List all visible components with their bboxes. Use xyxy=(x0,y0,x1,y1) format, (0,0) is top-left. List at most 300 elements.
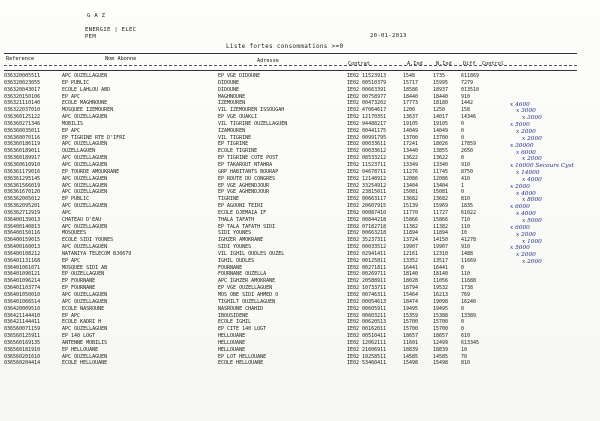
cell-abonne: APC OUZELLAGUEN xyxy=(62,141,108,148)
cell-aind: 15359 xyxy=(403,312,419,319)
cell-nind: 13517 xyxy=(433,257,449,264)
cell-reference: 036560201610 xyxy=(4,353,41,360)
cell-reference: 036322037010 xyxy=(4,107,41,114)
cell-contrat: IE02 10258511 xyxy=(347,353,387,360)
division-sub: PEM xyxy=(85,34,97,40)
cell-nind: 11745 xyxy=(433,168,449,175)
cell-abonne: APC OUZELLAGUEN xyxy=(62,326,108,333)
cell-adresse: HELLOUANE xyxy=(218,339,246,346)
handwritten-note: x 6000 xyxy=(516,149,536,156)
cell-diff: 7279 xyxy=(461,79,474,86)
cell-aind: 13440 xyxy=(403,148,419,155)
cell-diff: 0 xyxy=(461,155,465,162)
cell-reference: 036320150106 xyxy=(4,93,41,100)
cell-adresse: IGHZER AMOKRANE xyxy=(218,237,264,244)
handwritten-note: x 14000 xyxy=(516,170,540,177)
division-name: ENERGIE | ELEC xyxy=(85,27,137,33)
cell-diff: 158 xyxy=(461,107,471,114)
cell-aind: 18440 xyxy=(403,93,419,100)
cell-adresse: EP LOT HELLOUANE xyxy=(218,353,267,360)
cell-adresse: VIL IGHIL OUDLES OUZEL xyxy=(218,250,285,257)
cell-abonne: EP 140 LOGT xyxy=(62,333,96,340)
cell-contrat: IE02 00125811 xyxy=(347,257,387,264)
cell-abonne: ECOLE MAGHNOUNE xyxy=(62,100,108,107)
cell-aind: 15464 xyxy=(403,292,419,298)
cell-adresse: IGHIL OUDLES xyxy=(218,257,255,264)
cell-aind: 13404 xyxy=(403,182,419,189)
cell-contrat: IE02 00844218 xyxy=(347,216,387,223)
cell-adresse: ECOLE DJEMAIA IF xyxy=(218,209,267,216)
cell-diff: 910 xyxy=(461,161,471,168)
cell-reference: 036360189917 xyxy=(4,155,41,162)
cell-aind: 17241 xyxy=(403,141,419,148)
cell-reference: 036400159015 xyxy=(4,237,41,244)
cell-nind: 11894 xyxy=(433,230,449,237)
cell-abonne: EP APC xyxy=(62,127,81,134)
cell-diff: 2650 xyxy=(461,148,474,155)
cell-reference: 036401096214 xyxy=(4,278,41,285)
cell-aind: 15498 xyxy=(403,360,419,367)
cell-aind: 15139 xyxy=(403,203,419,210)
handwritten-note: x 4000 xyxy=(516,211,536,218)
cell-diff: 611869 xyxy=(461,73,480,79)
cell-adresse: DIDOUNE xyxy=(218,79,240,86)
cell-adresse: HELLOUANE xyxy=(218,346,246,353)
cell-diff: 1442 xyxy=(461,100,474,107)
col-header-nind: N.Ind xyxy=(436,61,452,67)
cell-nind: 18839 xyxy=(433,346,449,353)
cell-nind: 18440 xyxy=(433,93,449,100)
cell-abonne: APC OUZELLAGUEN xyxy=(62,175,108,182)
cell-reference: 036360186119 xyxy=(4,141,41,148)
cell-diff: 14346 xyxy=(461,114,477,121)
cell-adresse: IZAMOUREN xyxy=(218,127,246,134)
cell-reference: 036400160013 xyxy=(4,244,41,251)
cell-nind: 19105 xyxy=(433,120,449,127)
cell-nind: 18180 xyxy=(433,100,449,107)
cell-contrat: IE02 00510379 xyxy=(347,79,387,86)
cell-reference: 036360035011 xyxy=(4,127,41,134)
cell-aind: 16441 xyxy=(403,264,419,271)
cell-contrat: IE02 00758977 xyxy=(347,93,387,100)
cell-adresse: THALA TAFATH xyxy=(218,216,255,223)
cell-nind: 19098 xyxy=(433,298,449,305)
cell-aind: 15717 xyxy=(403,79,419,86)
cell-nind: 19532 xyxy=(433,285,449,292)
report-title: Liste fortes consommations >=0 xyxy=(226,43,344,50)
cell-contrat: IE02 02941411 xyxy=(347,250,387,257)
cell-aind: 11770 xyxy=(403,209,419,216)
cell-adresse: EP VGE DIDOUNE xyxy=(218,73,261,79)
cell-abonne: MOSQUEE SIDI AB xyxy=(62,264,108,271)
cell-adresse: IBOUSIDENE xyxy=(218,312,249,319)
cell-diff: 110 xyxy=(461,223,471,230)
handwritten-note: x 5000 xyxy=(522,218,542,224)
cell-adresse: APC IGHZER AMOKRANE xyxy=(218,278,276,285)
cell-adresse: ECOLE IGHIL xyxy=(218,319,252,326)
cell-reference: 036400140813 xyxy=(4,223,41,230)
cell-reference: 036560071159 xyxy=(4,326,41,333)
column-abonne xyxy=(62,73,187,367)
cell-abonne: EP OUZELLAGUEN xyxy=(62,271,105,278)
cell-abonne: EP APC xyxy=(62,312,81,319)
cell-adresse: MAGHNOUNE xyxy=(218,93,246,100)
cell-adresse: HELLOUANE xyxy=(218,333,246,340)
cell-contrat: IE02 20607915 xyxy=(347,203,387,210)
cell-contrat: IE02 33254912 xyxy=(347,182,387,189)
cell-reference: 036362005012 xyxy=(4,196,41,203)
cell-diff: 613345 xyxy=(461,339,480,346)
cell-abonne: CHATEAU D'EAU xyxy=(62,216,102,223)
cell-contrat: IE02 47064617 xyxy=(347,107,387,114)
handwritten-note: x 2000 xyxy=(522,259,542,266)
cell-abonne: APC OUZELLAGUEN xyxy=(62,189,108,196)
cell-abonne: APC OUZELLAGUEN xyxy=(62,161,108,168)
cell-nind: 15700 xyxy=(433,326,449,333)
cell-abonne: EP FOURNANE xyxy=(62,285,96,292)
cell-diff: 0 xyxy=(461,127,465,134)
cell-diff: 13389 xyxy=(461,312,477,319)
column-contrat xyxy=(347,73,403,367)
cell-nind: 12499 xyxy=(433,339,449,346)
cell-nind: 12086 xyxy=(433,175,449,182)
header-bottom-rule xyxy=(4,70,577,71)
cell-contrat: IE02 00605911 xyxy=(347,305,387,312)
handwritten-note: x 2000 xyxy=(522,135,542,142)
cell-adresse: EP VGE OUAKLI xyxy=(218,114,258,121)
cell-reference: 036560181910 xyxy=(4,346,41,353)
cell-contrat: IE02 12062111 xyxy=(347,339,387,346)
cell-adresse: TIGHILT OUZELLAGUEN xyxy=(218,298,276,305)
cell-diff: 11688 xyxy=(461,278,477,285)
cell-reference: 036421144410 xyxy=(4,312,41,319)
cell-abonne: EP APC xyxy=(62,257,81,264)
cell-nind: 15969 xyxy=(433,203,449,210)
cell-diff: 013510 xyxy=(461,86,480,93)
column-adresse xyxy=(218,73,348,367)
col-header-reference: Reference xyxy=(6,56,35,62)
cell-aind: 13637 xyxy=(403,114,419,121)
column-aind xyxy=(403,73,435,367)
cell-nind: 13622 xyxy=(433,155,449,162)
cell-reference: 036360189011 xyxy=(4,148,41,155)
cell-diff: 610 xyxy=(461,333,471,340)
cell-nind: 11382 xyxy=(433,223,449,230)
cell-nind: 13855 xyxy=(433,148,449,155)
cell-aind: 15866 xyxy=(403,216,419,223)
cell-abonne: APC OUZELLAGUEN xyxy=(62,182,108,189)
cell-nind: 11727 xyxy=(433,209,449,216)
cell-adresse: VIL IZEMOUREN ISSOUGAH xyxy=(218,107,285,114)
cell-aind: 15081 xyxy=(403,189,419,196)
cell-adresse: SIDI YOUNES xyxy=(218,230,252,237)
cell-contrat: IE02 00087410 xyxy=(347,209,387,216)
cell-abonne: APC OUZELLAGUEN xyxy=(62,203,108,210)
handwritten-note: x 2000 xyxy=(522,156,542,163)
cell-reference: 036361670120 xyxy=(4,189,41,196)
cell-abonne: EP TIGRINE RTE D'IFRI xyxy=(62,134,126,141)
cell-diff: 410 xyxy=(461,175,471,182)
cell-nind: 15995 xyxy=(433,79,449,86)
cell-abonne: ECOLE HELLOUANE xyxy=(62,360,108,367)
cell-reference: 036401090121 xyxy=(4,271,41,278)
cell-nind: 18140 xyxy=(433,271,449,278)
cell-contrat: IE02 11523913 xyxy=(347,73,387,79)
cell-adresse: EP AGOUNI TEIRI xyxy=(218,203,264,210)
cell-adresse: TIGRINE xyxy=(218,196,240,203)
cell-reference: 036401131168 xyxy=(4,257,41,264)
cell-aind: 11894 xyxy=(403,230,419,237)
cell-aind: 19907 xyxy=(403,244,419,251)
cell-nind: 19495 xyxy=(433,305,449,312)
cell-aind: 18586 xyxy=(403,86,419,93)
cell-aind: 18839 xyxy=(403,346,419,353)
cell-diff: 11669 xyxy=(461,257,477,264)
cell-aind: 18140 xyxy=(403,271,419,278)
cell-adresse: VIL TIGRINE xyxy=(218,134,252,141)
handwritten-note: x 5000 xyxy=(510,122,530,129)
cell-reference: 036360070116 xyxy=(4,134,41,141)
cell-diff: 769 xyxy=(461,292,471,298)
cell-reference: 036401061071 xyxy=(4,264,41,271)
cell-adresse: ECOLE HELLOUANE xyxy=(218,360,264,367)
cell-abonne: EP FOURNANE xyxy=(62,278,96,285)
handwritten-note: x 1000 xyxy=(522,238,542,245)
cell-reference: 036420009510 xyxy=(4,305,41,312)
cell-diff: 0 xyxy=(461,264,465,271)
cell-abonne: MOSQUEE IZEMOUREN xyxy=(62,107,114,114)
cell-aind: 17773 xyxy=(403,100,419,107)
cell-adresse: MOS OBE SIDI AHMED O xyxy=(218,292,279,298)
cell-reference: 036560204414 xyxy=(4,360,41,367)
cell-contrat: IE02 12148912 xyxy=(347,175,387,182)
cell-contrat: IE02 12170351 xyxy=(347,114,387,121)
cell-contrat: IE02 00746311 xyxy=(347,292,387,298)
cell-adresse: NASROUNE CHAHID xyxy=(218,305,264,312)
cell-contrat: IE02 04678711 xyxy=(347,168,387,175)
cell-reference: 036400108212 xyxy=(4,250,41,257)
cell-contrat: IE02 00620513 xyxy=(347,319,387,326)
cell-contrat: IE02 00441175 xyxy=(347,127,387,134)
cell-abonne: APC OUZELLAGUEN xyxy=(62,223,108,230)
cell-adresse: EP CITE 140 LOGT xyxy=(218,326,267,333)
cell-abonne: OUZELLAGUEN xyxy=(62,148,96,155)
handwritten-note: x 16000 Secours Cyst xyxy=(510,163,574,170)
cell-diff: 41278 xyxy=(461,237,477,244)
cell-reference: 036360125122 xyxy=(4,114,41,121)
cell-reference: 036320005511 xyxy=(4,73,41,79)
cell-aind: 14585 xyxy=(403,353,419,360)
cell-nind: 13682 xyxy=(433,196,449,203)
cell-diff: 710 xyxy=(461,216,471,223)
cell-adresse: ECOLE TIGRINE xyxy=(218,148,258,155)
cell-aind: 18794 xyxy=(403,285,419,292)
cell-adresse: EP TALA TAFATH SIDI xyxy=(218,223,276,230)
cell-nind: 13340 xyxy=(433,161,449,168)
cell-contrat: IE02 00033611 xyxy=(347,141,387,148)
col-header-aind: A.Ind xyxy=(407,61,423,67)
cell-abonne: EP HELLOUANE xyxy=(62,346,99,353)
cell-diff: 8750 xyxy=(461,168,474,175)
cell-aind: 1548 xyxy=(403,73,416,79)
handwritten-note: x 2000 xyxy=(516,231,536,238)
cell-abonne: APC OUZELLAGUEN xyxy=(62,73,108,79)
cell-reference: 036400150116 xyxy=(4,230,41,237)
cell-diff: 0 xyxy=(461,120,465,127)
cell-nind: 14017 xyxy=(433,114,449,121)
cell-diff: 0 xyxy=(461,326,465,333)
cell-adresse: FOURNANE OUZELLA xyxy=(218,271,267,278)
cell-diff: 0 xyxy=(461,189,465,196)
cell-reference: 036361295145 xyxy=(4,175,41,182)
cell-contrat: IE02 00663391 xyxy=(347,86,387,93)
cell-aind: 18028 xyxy=(403,278,419,285)
cell-nind: 15081 xyxy=(433,189,449,196)
cell-abonne: NATANIYA TELECOM BJ0679 xyxy=(62,250,132,257)
cell-contrat: IE02 00663218 xyxy=(347,230,387,237)
cell-nind: 18657 xyxy=(433,333,449,340)
cell-reference: 036421144411 xyxy=(4,319,41,326)
handwritten-note: x 2000 xyxy=(516,252,536,259)
cell-nind: 14150 xyxy=(433,237,449,244)
handwritten-note: x 3000 xyxy=(522,115,542,122)
cell-nind: 18937 xyxy=(433,86,449,93)
cell-reference: 036361179016 xyxy=(4,168,41,175)
cell-nind: 13700 xyxy=(433,134,449,141)
handwritten-note: x 2000 xyxy=(510,183,530,190)
cell-nind: 14585 xyxy=(433,353,449,360)
cell-contrat: IE02 20588911 xyxy=(347,278,387,285)
cell-aind: 11601 xyxy=(403,339,419,346)
cell-abonne: APC OUZELLAGUEN xyxy=(62,155,108,162)
column-nind xyxy=(433,73,463,367)
cell-abonne: EP PUBLIC xyxy=(62,196,90,203)
cell-contrat: IE02 00271811 xyxy=(347,264,387,271)
cell-contrat: IE02 10733711 xyxy=(347,285,387,292)
cell-adresse: IZEMOUREN xyxy=(218,100,246,107)
cell-diff: 1 xyxy=(461,182,465,189)
cell-reference: 036401066514 xyxy=(4,298,41,305)
cell-diff: 910 xyxy=(461,244,471,251)
cell-abonne: EP PUBLIC xyxy=(62,79,90,86)
cell-abonne: ECOLE SIDI YOUNES xyxy=(62,237,114,244)
cell-reference: 036361566019 xyxy=(4,182,41,189)
cell-aind: 11276 xyxy=(403,168,419,175)
cell-diff: 910 xyxy=(461,93,471,100)
cell-diff: 0 xyxy=(461,305,465,312)
cell-nind: 15866 xyxy=(433,216,449,223)
cell-diff: 1738 xyxy=(461,285,474,292)
cell-nind: 16213 xyxy=(433,292,449,298)
cell-nind: 13404 xyxy=(433,182,449,189)
cell-aind: 1200 xyxy=(403,107,416,114)
cell-adresse: VIL TIGRINE OUZELLAGUEN xyxy=(218,120,288,127)
cell-adresse: FOURNANE xyxy=(218,264,243,271)
cell-diff: 17859 xyxy=(461,141,477,148)
cell-aind: 11382 xyxy=(403,223,419,230)
cell-aind: 19495 xyxy=(403,305,419,312)
cell-abonne: APC OUZELLAGUEN xyxy=(62,292,108,298)
col-header-diff: Diff xyxy=(463,61,476,67)
cell-aind: 13724 xyxy=(403,237,419,244)
cell-nind: 14049 xyxy=(433,127,449,134)
cell-reference: 036321110140 xyxy=(4,100,41,107)
handwritten-note: x 4000 xyxy=(516,190,536,197)
cell-contrat: IE02 00033512 xyxy=(347,244,387,251)
cell-reference: 036360610910 xyxy=(4,161,41,168)
handwritten-note: x 8000 xyxy=(522,197,542,204)
table-top-rule xyxy=(4,53,577,54)
handwritten-note: x 2000 xyxy=(516,128,536,135)
cell-abonne: ANTENNE MOBILIS xyxy=(62,339,108,346)
cell-diff: 810 xyxy=(461,360,471,367)
cell-adresse: EP VGE OUZELLAGUEN xyxy=(218,285,273,292)
cell-abonne: ECOLE NASROUNE xyxy=(62,305,105,312)
column-diff xyxy=(461,73,485,367)
cell-nind: 18026 xyxy=(433,141,449,148)
cell-reference: 036360271346 xyxy=(4,120,41,127)
cell-diff: 16240 xyxy=(461,298,477,305)
cell-aind: 12161 xyxy=(403,250,419,257)
cell-contrat: IE02 00510411 xyxy=(347,333,387,340)
cell-reference: 036560169135 xyxy=(4,339,41,346)
col-header-contrat: Contrat xyxy=(348,61,370,67)
cell-contrat: IE02 23815011 xyxy=(347,189,387,196)
cell-contrat: IE02 35237311 xyxy=(347,237,387,244)
cell-contrat: IE02 00473202 xyxy=(347,100,387,107)
cell-abonne: EP APC xyxy=(62,93,81,100)
cell-nind: 11056 xyxy=(433,278,449,285)
cell-nind: 1250 xyxy=(433,107,446,114)
cell-adresse: SIDI YOUNES xyxy=(218,244,252,251)
cell-diff: 110 xyxy=(461,271,471,278)
cell-abonne: MOBILIS xyxy=(62,120,84,127)
handwritten-note: x 6000 xyxy=(510,224,530,231)
print-date: 20-01-2013 xyxy=(370,33,407,39)
cell-aind: 15700 xyxy=(403,319,419,326)
cell-aind: 15700 xyxy=(403,326,419,333)
cell-contrat: IE02 08533212 xyxy=(347,155,387,162)
cell-abonne: APC OUZELLAGUEN xyxy=(62,298,108,305)
cell-contrat: IE02 53460411 xyxy=(347,360,387,367)
cell-aind: 13700 xyxy=(403,134,419,141)
cell-contrat: IE02 00603211 xyxy=(347,312,387,319)
cell-abonne: APC xyxy=(62,209,72,216)
column-reference xyxy=(4,73,62,367)
cell-nind: 16441 xyxy=(433,264,449,271)
cell-adresse: EP VGE AGHENDJOUR xyxy=(218,189,270,196)
handwritten-note: x 3000 xyxy=(516,108,536,115)
cell-reference: 036362095201 xyxy=(4,203,41,210)
cell-adresse: EP ROUTE DU CONGRES xyxy=(218,175,276,182)
cell-abonne: MOSQUEES xyxy=(62,230,87,237)
cell-abonne: APC OUZELLAGUEN xyxy=(62,114,108,121)
cell-abonne: EP TOURDE AMOUKRANE xyxy=(62,168,120,175)
cell-diff: 70 xyxy=(461,353,468,360)
cell-aind: 13622 xyxy=(403,155,419,162)
cell-diff: 1488 xyxy=(461,250,474,257)
cell-diff: 1835 xyxy=(461,203,474,210)
handwritten-note: x 4600 xyxy=(510,101,530,108)
cell-abonne: APC OUZELLAGUEN xyxy=(62,244,108,251)
cell-abonne: ECOLE KADRI H xyxy=(62,319,102,326)
cell-reference: 036320043017 xyxy=(4,86,41,93)
cell-contrat: IE02 00663117 xyxy=(347,196,387,203)
cell-adresse: GRP HABITANTS BOURAP xyxy=(218,168,279,175)
company-name: G A Z xyxy=(87,13,106,19)
cell-diff: 0 xyxy=(461,134,465,141)
cell-contrat: IE02 00991795 xyxy=(347,134,387,141)
